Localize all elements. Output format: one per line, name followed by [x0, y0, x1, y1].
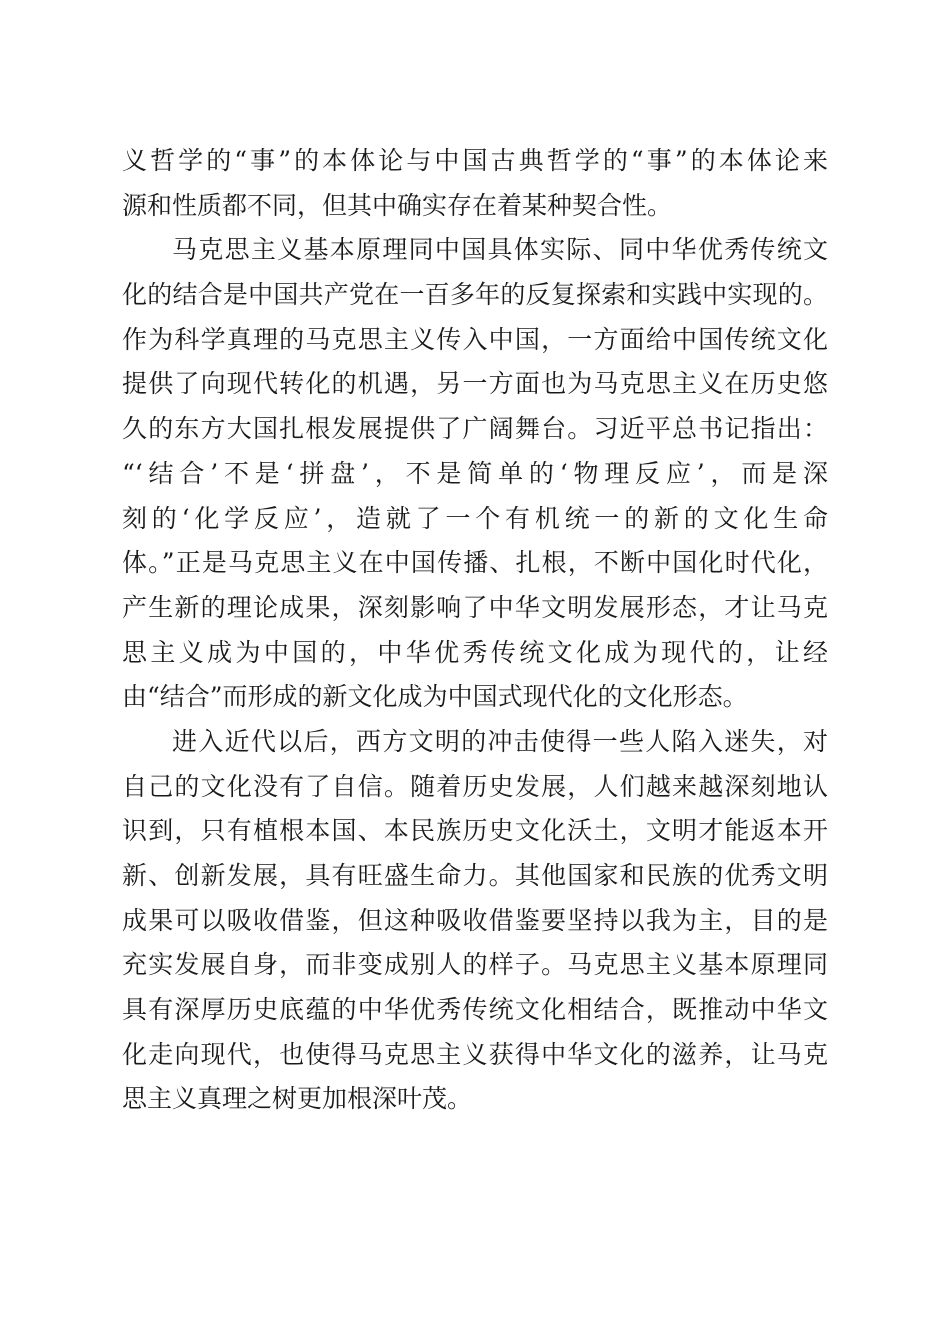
paragraph-line: 由“结合”而形成的新文化成为中国式现代化的文化形态。	[122, 682, 748, 712]
paragraph-line: 体。”正是马克思主义在中国传播、扎根，不断中国化时代化，	[122, 548, 828, 578]
paragraph-line: 化的结合是中国共产党在一百多年的反复探索和实践中实现的。	[122, 280, 828, 310]
paragraph-line: 思主义成为中国的，中华优秀传统文化成为现代的，让经	[122, 637, 828, 667]
paragraph-1	[122, 139, 828, 228]
paragraph-line: 义哲学的“事”的本体论与中国古典哲学的“事”的本体论来	[122, 146, 828, 175]
paragraph-line: “‘结合’不是‘拼盘’，不是简单的‘物理反应’，而是深	[122, 458, 828, 488]
paragraph-line: 新、创新发展，具有旺盛生命力。其他国家和民族的优秀文明	[122, 861, 828, 890]
paragraph-line: 刻的‘化学反应’，造就了一个有机统一的新的文化生命	[122, 503, 828, 533]
paragraph-line: 成果可以吸收借鉴，但这种吸收借鉴要坚持以我为主，目的是	[122, 905, 828, 935]
paragraph-line: 充实发展自身，而非变成别人的样子。马克思主义基本原理同	[122, 950, 828, 980]
paragraph-line: 产生新的理论成果，深刻影响了中华文明发展形态，才让马克	[122, 592, 828, 622]
paragraph-line: 化走向现代，也使得马克思主义获得中华文化的滋养，让马克	[122, 1039, 828, 1069]
paragraph-line: 源和性质都不同，但其中确实存在着某种契合性。	[122, 190, 673, 220]
paragraph-line: 提供了向现代转化的机遇，另一方面也为马克思主义在历史悠	[122, 369, 828, 399]
paragraph-line: 识到，只有植根本国、本民族历史文化沃土，文明才能返本开	[122, 816, 828, 846]
paragraph-line: 进入近代以后，西方文明的冲击使得一些人陷入迷失，对	[172, 726, 828, 756]
paragraph-2	[122, 228, 828, 720]
paragraph-line: 久的东方大国扎根发展提供了广阔舞台。习近平总书记指出：	[122, 414, 828, 444]
paragraph-line: 马克思主义基本原理同中国具体实际、同中华优秀传统文	[172, 235, 828, 265]
paragraph-line: 思主义真理之树更加根深叶茂。	[122, 1084, 473, 1114]
paragraph-line: 自己的文化没有了自信。随着历史发展，人们越来越深刻地认	[122, 771, 828, 801]
paragraph-line: 作为科学真理的马克思主义传入中国，一方面给中国传统文化	[122, 324, 828, 354]
paragraph-line: 具有深厚历史底蕴的中华优秀传统文化相结合，既推动中华文	[122, 995, 828, 1025]
paragraph-3	[122, 720, 828, 1122]
body-text	[122, 139, 828, 1122]
